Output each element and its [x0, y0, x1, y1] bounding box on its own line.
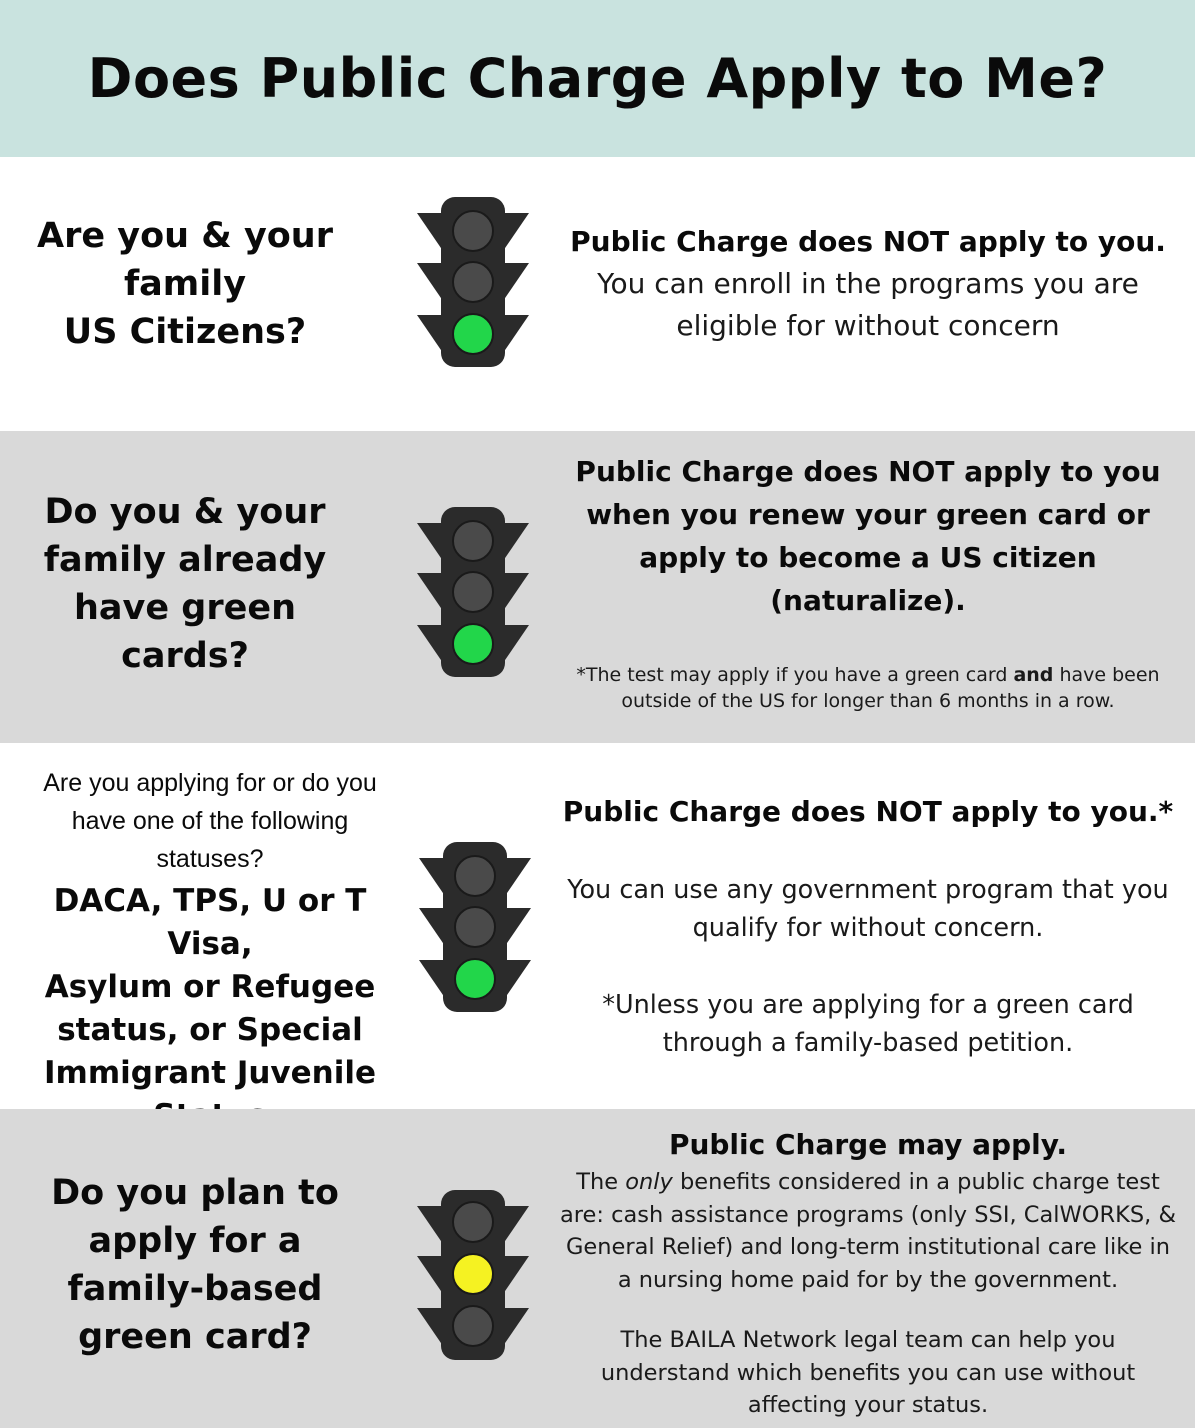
answer-statuses-note	[543, 986, 1193, 1062]
question-line: family already	[43, 540, 327, 580]
question-statuses-intro	[20, 764, 400, 878]
answer-statuses-body	[543, 871, 1193, 947]
answer-text	[543, 1166, 1193, 1199]
question-line: status, or Special	[57, 1012, 363, 1048]
answer-heading: Public Charge does NOT apply to you.*	[562, 795, 1174, 828]
answer-text: The	[576, 1169, 626, 1195]
row-us-citizens	[0, 157, 1195, 431]
question-statuses-list	[10, 880, 410, 1138]
answer-text: qualify for without concern.	[692, 913, 1044, 943]
question-line: cards?	[121, 636, 249, 676]
answer-family-based-body	[543, 1166, 1193, 1296]
footnote-emphasis: and	[1013, 664, 1054, 686]
footnote-line	[548, 662, 1188, 688]
answer-text: a nursing home paid for by the government.	[617, 1266, 1119, 1293]
answer-text: You can use any government program that you	[567, 875, 1169, 905]
answer-text: You can enroll in the programs you are	[597, 267, 1139, 300]
row-green-cards	[0, 431, 1195, 743]
question-line: statuses?	[156, 845, 264, 873]
traffic-light-icon	[417, 195, 529, 370]
answer-text: are: cash assistance programs (only SSI, CalWORKS, &	[559, 1201, 1177, 1228]
green-card-footnote	[548, 662, 1188, 714]
answer-text: The BAILA Network legal team can help you	[620, 1327, 1116, 1353]
answer-text: General Relief) and long-term institutional care like in	[565, 1234, 1171, 1260]
question-line: Are you applying for or do you	[43, 769, 377, 797]
question-line: have one of the following	[71, 807, 349, 835]
answer-text: through a family-based petition.	[662, 1028, 1074, 1058]
answer-heading: when you renew your green card or	[586, 498, 1150, 531]
footnote-line: outside of the US for longer than 6 months in a row.	[621, 690, 1115, 712]
traffic-light-icon	[417, 1188, 529, 1363]
answer-statuses	[543, 790, 1193, 833]
question-line: Are you & your	[37, 216, 333, 256]
answer-heading: apply to become a US citizen	[639, 541, 1097, 574]
footnote-text: have been	[1053, 664, 1160, 686]
question-family-based	[20, 1169, 370, 1361]
answer-green-cards	[548, 450, 1188, 622]
answer-text: eligible for without concern	[676, 309, 1060, 342]
answer-text: *Unless you are applying for a green card	[602, 990, 1134, 1020]
answer-us-citizens	[548, 220, 1188, 347]
answer-family-based	[543, 1123, 1193, 1166]
answer-heading: Public Charge does NOT apply to you	[575, 455, 1161, 488]
question-line: have green	[74, 588, 296, 628]
answer-family-based-help	[543, 1324, 1193, 1422]
question-line: US Citizens?	[63, 312, 307, 352]
question-line: DACA, TPS, U or T Visa,	[53, 883, 367, 962]
question-line: family-based	[67, 1269, 323, 1309]
question-line: Do you plan to	[51, 1173, 339, 1213]
answer-heading: (naturalize).	[770, 584, 966, 617]
question-line: family	[123, 264, 247, 304]
question-line: Do you & your	[44, 492, 326, 532]
answer-text: understand which benefits you can use without	[600, 1359, 1136, 1386]
question-us-citizens	[20, 212, 350, 356]
footnote-text: *The test may apply if you have a green card	[576, 664, 1014, 686]
question-line: Asylum or Refugee	[44, 969, 376, 1005]
traffic-light-icon	[419, 840, 531, 1015]
question-line: Immigrant Juvenile	[43, 1055, 377, 1091]
answer-text: benefits considered in a public charge test	[672, 1169, 1160, 1195]
answer-heading: Public Charge does NOT apply to you.	[570, 225, 1166, 258]
row-family-based	[0, 1109, 1195, 1428]
traffic-light-icon	[417, 505, 529, 680]
question-line: apply for a	[88, 1221, 302, 1261]
row-statuses	[0, 743, 1195, 1109]
page-title: Does Public Charge Apply to Me?	[87, 47, 1108, 110]
question-green-cards	[20, 488, 350, 680]
question-line: green card?	[78, 1317, 312, 1357]
answer-emphasis: only	[625, 1169, 673, 1195]
header-banner	[0, 0, 1195, 157]
answer-text: affecting your status.	[747, 1392, 989, 1418]
answer-heading: Public Charge may apply.	[668, 1128, 1068, 1161]
